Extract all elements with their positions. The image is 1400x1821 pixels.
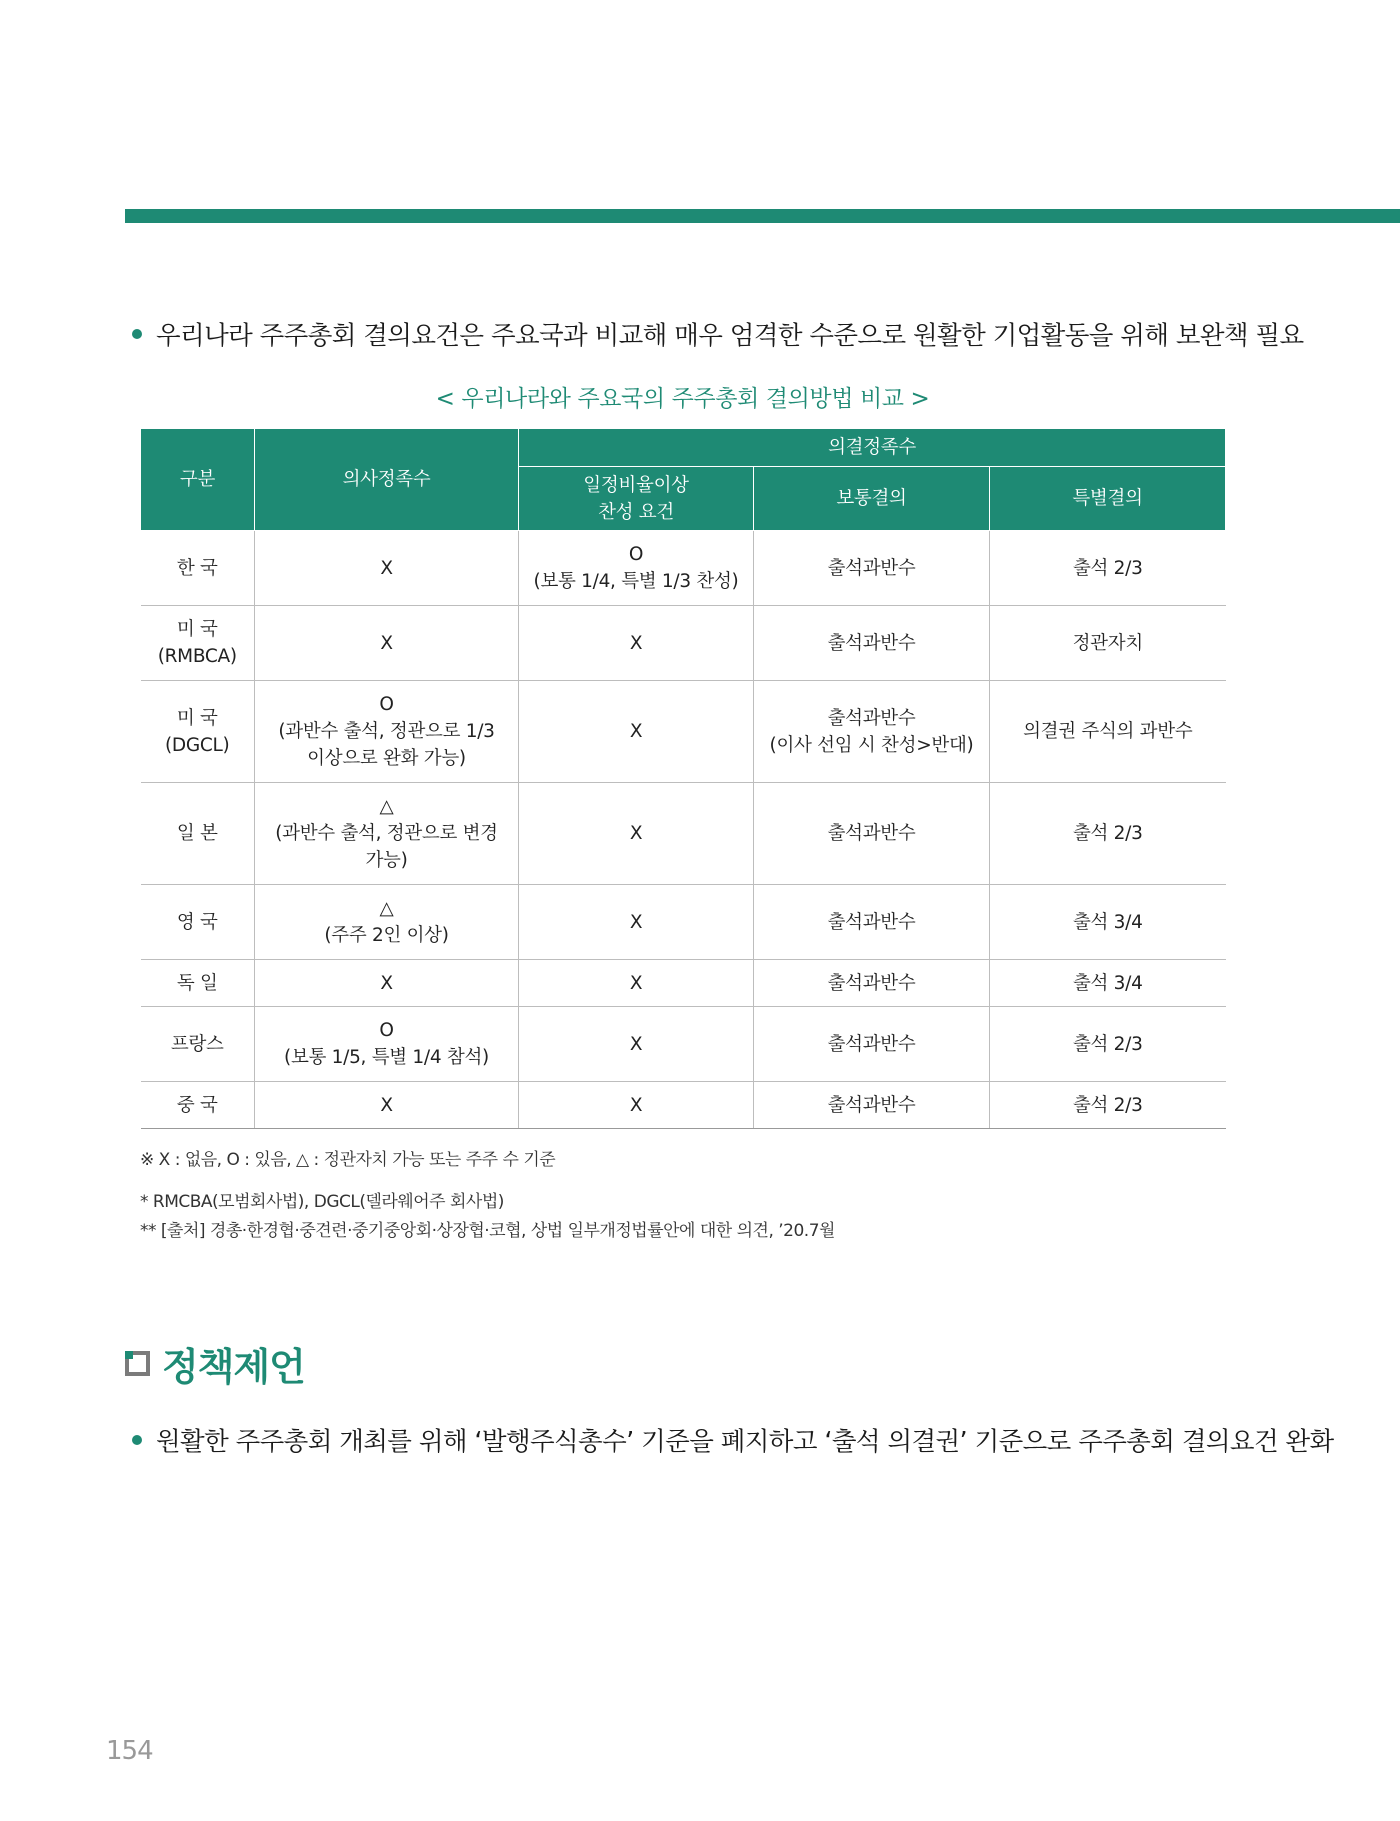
cell-line: △ [379, 898, 394, 919]
cell-country [141, 531, 255, 606]
cell-special-resolution [990, 681, 1226, 783]
cell-line: X [629, 972, 643, 994]
cell-line: 일 본 [176, 823, 218, 844]
table-row [141, 531, 1226, 606]
cell-line: 출석과반수 [827, 911, 916, 933]
cell-special-resolution [990, 1082, 1226, 1129]
header-ratio-requirement [519, 467, 754, 531]
header-quorum: 의사정족수 [255, 429, 519, 531]
table-row [141, 1082, 1226, 1129]
cell-line: 출석 2/3 [1072, 1033, 1143, 1055]
cell-line: (RMBCA) [157, 646, 237, 667]
cell-ordinary-resolution [754, 1007, 990, 1082]
cell-line: 출석과반수 [827, 1094, 916, 1116]
cell-line: (보통 1/5, 특별 1/4 참석) [284, 1047, 489, 1068]
policy-bullet [132, 1422, 1334, 1458]
cell-ratio-requirement [519, 885, 754, 960]
page-number: 154 [106, 1736, 153, 1766]
cell-line: (보통 1/4, 특별 1/3 찬성) [533, 571, 739, 592]
cell-ratio-requirement [519, 531, 754, 606]
cell-quorum [255, 885, 519, 960]
cell-line: 출석과반수 [827, 823, 916, 844]
cell-ordinary-resolution [754, 1082, 990, 1129]
bullet-dot-icon [132, 1435, 142, 1445]
table-row [141, 960, 1226, 1007]
cell-line: 출석과반수 [827, 972, 916, 994]
cell-line: X [380, 1094, 393, 1116]
cell-line: (DGCL) [165, 734, 230, 756]
cell-country [141, 1007, 255, 1082]
cell-line: X [380, 632, 393, 654]
table-title: < 우리나라와 주요국의 주주총회 결의방법 비교 > [435, 386, 930, 412]
intro-bullet [132, 316, 1304, 352]
header-accent-bar [125, 209, 1400, 223]
cell-special-resolution [990, 531, 1226, 606]
cell-line: 출석과반수 [827, 707, 916, 729]
cell-line: X [629, 911, 643, 933]
cell-line: (이사 선임 시 찬성>반대) [769, 734, 974, 756]
table-row [141, 885, 1226, 960]
cell-special-resolution [990, 1007, 1226, 1082]
cell-line: 출석과반수 [827, 1033, 916, 1055]
cell-line: (주주 2인 이상) [324, 925, 449, 946]
cell-line: 출석 2/3 [1072, 823, 1143, 844]
cell-country [141, 1082, 255, 1129]
section-heading [125, 1336, 305, 1391]
cell-ordinary-resolution [754, 531, 990, 606]
cell-line: (과반수 출석, 정관으로 변경 [275, 823, 498, 844]
cell-ratio-requirement [519, 783, 754, 885]
table-row [141, 681, 1226, 783]
header-ordinary-resolution: 보통결의 [754, 467, 990, 531]
cell-special-resolution [990, 885, 1226, 960]
cell-ratio-requirement [519, 606, 754, 681]
cell-ordinary-resolution [754, 681, 990, 783]
cell-line: 중 국 [176, 1094, 218, 1116]
cell-line: 정관자치 [1072, 632, 1143, 654]
cell-ratio-requirement [519, 1082, 754, 1129]
cell-line: 출석 3/4 [1072, 911, 1143, 933]
cell-quorum [255, 1007, 519, 1082]
intro-bullet-text: 우리나라 주주총회 결의요건은 주요국과 비교해 매우 엄격한 수준으로 원활한 기업활동을 위해 보완책 필요 [156, 321, 1304, 351]
table-row [141, 606, 1226, 681]
cell-line: O [379, 1020, 394, 1041]
cell-ratio-requirement [519, 681, 754, 783]
cell-line: X [629, 721, 643, 742]
cell-line: X [629, 823, 643, 844]
cell-country [141, 606, 255, 681]
cell-line: 독 일 [176, 972, 218, 994]
table-body [141, 531, 1226, 1129]
abbreviation-note: * RMCBA(모범회사법), DGCL(델라웨어주 회사법) [140, 1192, 504, 1212]
table-row [141, 1007, 1226, 1082]
cell-line: O [379, 694, 394, 715]
cell-special-resolution [990, 606, 1226, 681]
header-ratio-line: 찬성 요건 [598, 501, 674, 523]
cell-special-resolution [990, 783, 1226, 885]
source-note: ** [출처] 경총·한경협·중견련·중기중앙회·상장협·코협, 상법 일부개정법률안에 대한 의견, ’20.7월 [140, 1221, 835, 1241]
policy-bullet-text: 원활한 주주총회 개최를 위해 ‘발행주식총수’ 기준을 폐지하고 ‘출석 의결권’ 기준으로 주주총회 결의요건 완화 [156, 1427, 1334, 1457]
header-category: 구분 [141, 429, 255, 531]
cell-ordinary-resolution [754, 606, 990, 681]
comparison-table [140, 428, 1226, 1129]
cell-line: 미 국 [176, 707, 218, 729]
cell-quorum [255, 783, 519, 885]
legend-note: ※ X : 없음, O : 있음, △ : 정관자치 가능 또는 주주 수 기준 [140, 1150, 556, 1170]
cell-country [141, 783, 255, 885]
cell-quorum [255, 960, 519, 1007]
bullet-dot-icon [132, 329, 142, 339]
cell-line: X [380, 972, 393, 994]
cell-line: 출석 3/4 [1072, 972, 1143, 994]
cell-line: (과반수 출석, 정관으로 1/3 [278, 721, 495, 742]
cell-country [141, 960, 255, 1007]
cell-quorum [255, 681, 519, 783]
cell-quorum [255, 606, 519, 681]
header-special-resolution: 특별결의 [990, 467, 1226, 531]
cell-ordinary-resolution [754, 960, 990, 1007]
section-title: 정책제언 [162, 1345, 305, 1389]
header-ratio-line: 일정비율이상 [583, 474, 689, 496]
cell-line: 출석과반수 [827, 632, 916, 654]
cell-line: O [628, 544, 644, 565]
cell-line: 이상으로 완화 가능) [307, 748, 466, 769]
cell-line: X [629, 1033, 643, 1055]
cell-line: 프랑스 [170, 1033, 224, 1055]
cell-line: 미 국 [176, 619, 218, 640]
cell-country [141, 681, 255, 783]
cell-line: 출석과반수 [827, 557, 916, 579]
cell-special-resolution [990, 960, 1226, 1007]
cell-line: X [629, 1094, 643, 1116]
cell-line: 가능) [365, 850, 408, 871]
cell-line: X [380, 557, 393, 579]
cell-quorum [255, 531, 519, 606]
cell-ratio-requirement [519, 1007, 754, 1082]
cell-ratio-requirement [519, 960, 754, 1007]
cell-line: 의결권 주식의 과반수 [1023, 721, 1193, 742]
cell-line: 출석 2/3 [1072, 1094, 1143, 1116]
cell-line: 출석 2/3 [1072, 557, 1143, 579]
table-row [141, 783, 1226, 885]
square-bullet-icon [125, 1351, 150, 1376]
cell-line: △ [379, 796, 394, 817]
cell-line: X [629, 632, 643, 654]
cell-quorum [255, 1082, 519, 1129]
cell-ordinary-resolution [754, 885, 990, 960]
cell-line: 한 국 [176, 557, 218, 579]
cell-line: 영 국 [176, 911, 218, 933]
cell-country [141, 885, 255, 960]
cell-ordinary-resolution [754, 783, 990, 885]
header-voting-quorum: 의결정족수 [519, 429, 1226, 467]
